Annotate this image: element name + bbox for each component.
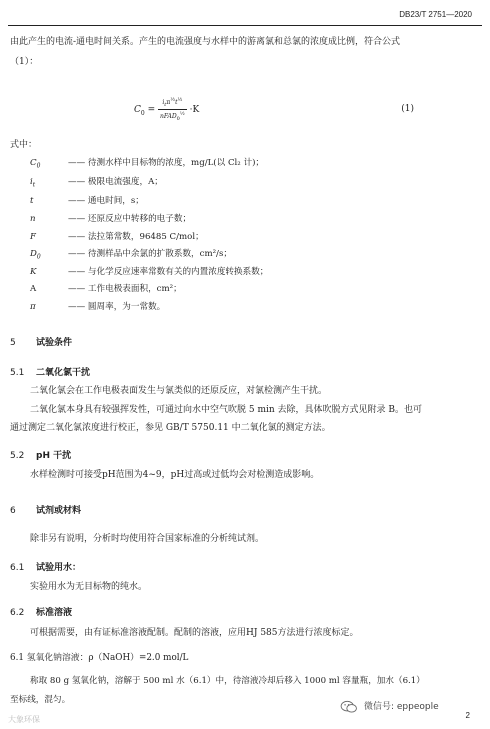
- page-number: 2: [465, 711, 470, 720]
- section-6-1-heading: 6.1 试验用水：: [10, 563, 82, 573]
- naoh-para-2: 至标线，混匀。: [10, 695, 71, 705]
- definition-n: n —— 还原反应中转移的电子数；: [30, 214, 192, 224]
- definition-c0: $C_0$ —— 待测水样中目标物的浓度，mg/L(以 Cl₂ 计)；: [30, 158, 265, 170]
- document-code: DB23/T 2751—2020: [399, 10, 472, 19]
- formula-fraction: [158, 96, 187, 123]
- section-6-2-heading: 6.2 标准溶液: [10, 608, 73, 618]
- formula-tail: ·K: [189, 105, 200, 116]
- definition-pi: π —— 圆周率，为一常数。: [30, 302, 166, 312]
- formula-eq: =: [147, 105, 156, 116]
- definition-f: F —— 法拉第常数，96485 C/mol；: [30, 232, 204, 242]
- section-5-1-para-2b: 通过测定二氧化氯浓度进行校正，参见 GB/T 5750.11 中二氧化氯的测定方法。: [10, 423, 331, 433]
- section-5-2-heading: 5.2 pH 干扰: [10, 451, 72, 461]
- header-rule: [8, 25, 482, 26]
- section-5-heading: 5 试验条件: [10, 338, 73, 348]
- formula-number: (1): [401, 104, 414, 114]
- formula-lhs: C: [134, 105, 141, 116]
- section-5-1-heading: 5.1 二氧化氯干扰: [10, 368, 91, 378]
- section-5-2-para: 水样检测时可接受pH范围为4~9，pH过高或过低均会对检测造成影响。: [30, 470, 320, 480]
- definition-k: K —— 与化学反应速率常数有关的内置浓度转换系数；: [30, 267, 269, 277]
- formula-1: [134, 96, 199, 123]
- formula-numerator: $i_t\pi^{\frac{1}{2}}t^{\frac{1}{2}}$: [158, 96, 187, 110]
- definition-t: t —— 通电时间，s；: [30, 196, 144, 206]
- corner-logo-mark: 大象环保: [8, 715, 40, 724]
- wechat-watermark: 微信号: eppeople: [340, 699, 439, 714]
- definition-it: $i_t$ —— 极限电流强度，A；: [30, 177, 163, 189]
- intro-line-1: 由此产生的电流-通电时间关系。产生的电流强度与水样中的游离氯和总氯的浓度成比例，符合公式: [10, 37, 401, 47]
- formula-denominator: nFAD$_0^{\frac{1}{2}}$: [160, 111, 185, 123]
- section-6-2-para: 可根据需要，由有证标准溶液配制。配制的溶液，应用HJ 585方法进行浓度标定。: [30, 628, 359, 638]
- formula-lhs-sub: 0: [140, 109, 145, 117]
- section-5-1-para-1: 二氧化氯会在工作电极表面发生与氯类似的还原反应，对氯检测产生干扰。: [30, 386, 328, 396]
- section-5-1-para-2a: 二氧化氯本身具有较强挥发性，可通过向水中空气吹脱 5 min 去除，具体吹脱方式见附录 B。也可: [30, 405, 422, 415]
- section-6-1-para: 实验用水为无目标物的纯水。: [30, 582, 148, 592]
- wechat-icon: [340, 700, 358, 714]
- section-6-heading: 6 试剂或材料: [10, 506, 82, 516]
- naoh-solution-heading: 6.1 氢氧化钠溶液：ρ（NaOH）=2.0 mol/L: [10, 653, 189, 663]
- where-label: 式中：: [10, 140, 38, 150]
- definition-d0: $D_0$ —— 待测样品中余氯的扩散系数，cm²/s；: [30, 249, 232, 261]
- intro-line-2: （1）：: [10, 57, 39, 67]
- definition-a: A —— 工作电极表面积，cm²；: [30, 284, 182, 294]
- naoh-para-1: 称取 80 g 氢氧化钠，溶解于 500 ml 水（6.1）中，待溶液冷却后移入 1000 ml 容量瓶，加水（6.1）: [30, 676, 425, 686]
- section-6-para: 除非另有说明，分析时均使用符合国家标准的分析纯试剂。: [30, 534, 265, 544]
